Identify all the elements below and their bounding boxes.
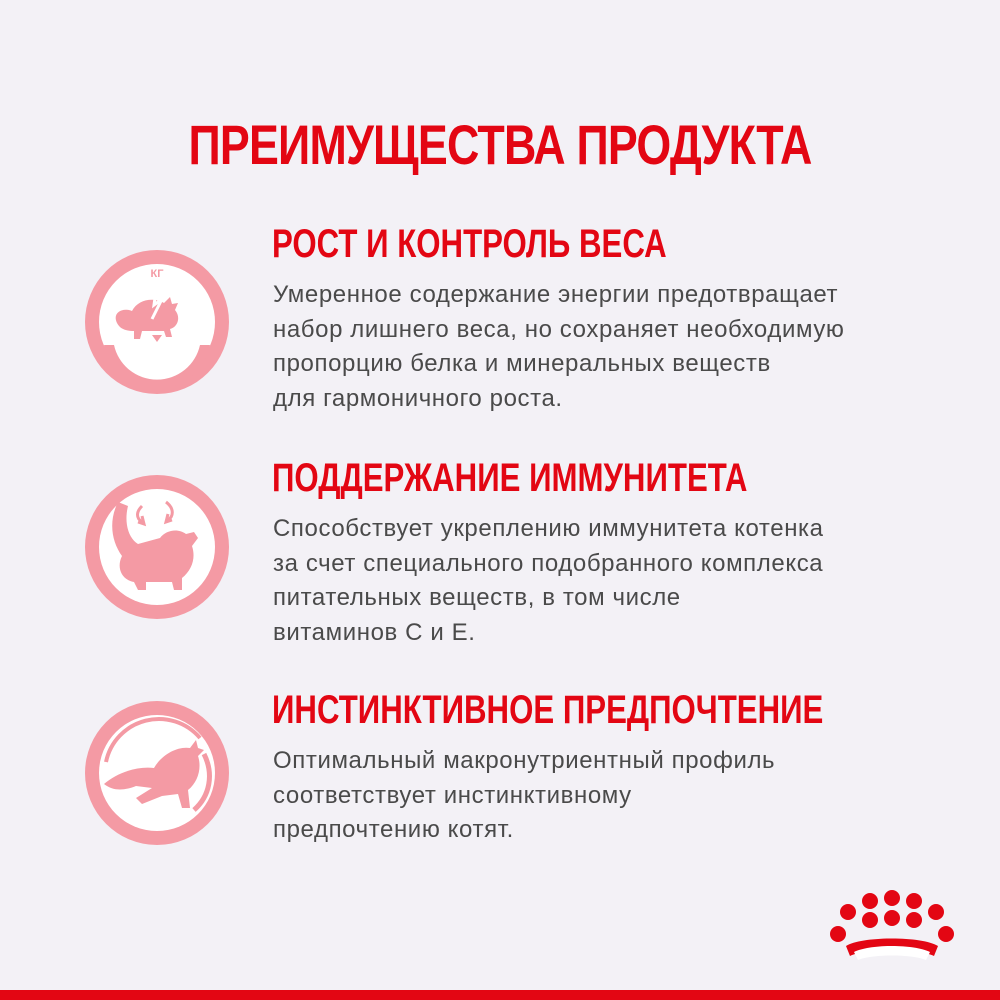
cat-weight-scale-icon (82, 247, 232, 397)
royal-canin-crown-logo (826, 888, 966, 968)
cat-jumping-icon (82, 698, 232, 848)
kg-label: КГ (150, 268, 164, 280)
benefit-heading: ПОДДЕРЖАНИЕ ИММУНИТЕТА (272, 456, 748, 500)
benefit-heading: РОСТ И КОНТРОЛЬ ВЕСА (272, 222, 667, 266)
page-title: ПРЕИМУЩЕСТВА ПРОДУКТА (188, 113, 812, 176)
cat-immunity-icon (82, 472, 232, 622)
benefit-description: Умеренное содержание энергии предотвращает набор лишнего веса, но сохраняет необходимую пропорцию белка и минеральных веществ для гармоничного роста. (273, 281, 845, 412)
bottom-accent-bar (0, 990, 1000, 1000)
benefit-description: Способствует укреплению иммунитета котенка за счет специального подобранного комплекса питательных веществ, в том числе витаминов С и Е. (273, 515, 824, 646)
benefit-heading: ИНСТИНКТИВНОЕ ПРЕДПОЧТЕНИЕ (272, 688, 824, 732)
benefit-description: Оптимальный макронутриентный профиль соответствует инстинктивному предпочтению котят. (273, 747, 776, 843)
